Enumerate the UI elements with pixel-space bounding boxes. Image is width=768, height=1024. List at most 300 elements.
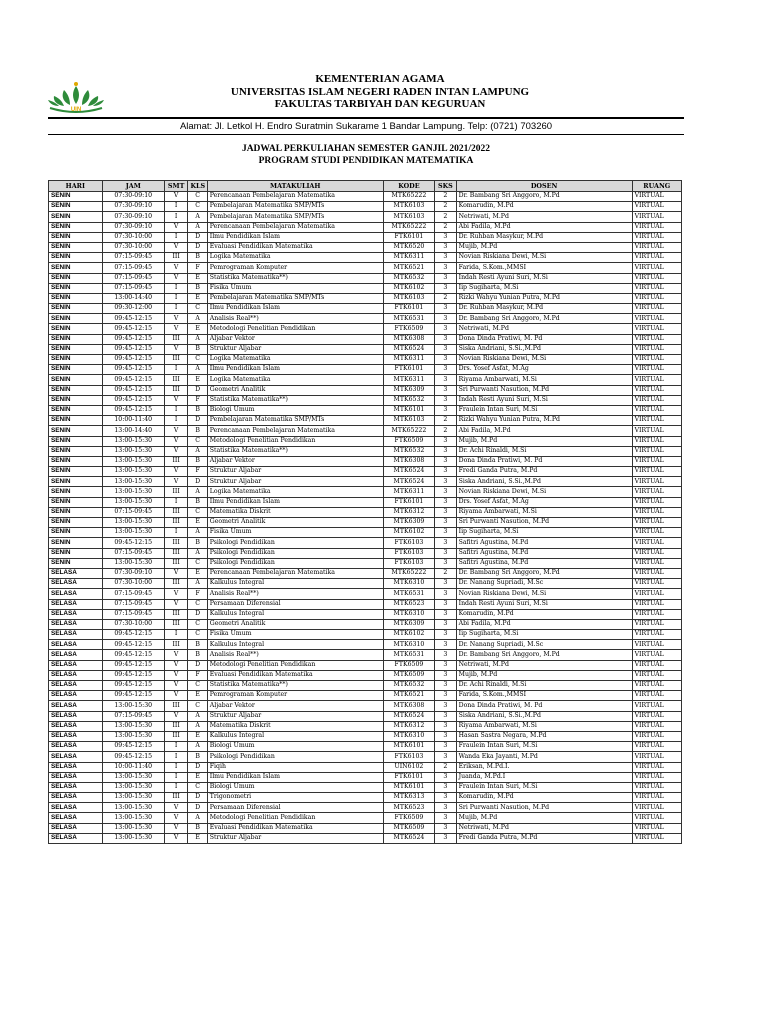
cell-ruang: VIRTUAL — [632, 375, 681, 385]
cell-jam: 13:00-15:30 — [102, 477, 164, 487]
cell-hari: SENIN — [49, 232, 103, 242]
cell-smt: I — [164, 762, 188, 772]
cell-sks: 2 — [435, 568, 456, 578]
cell-kls: A — [188, 212, 207, 222]
cell-kode: MTK6531 — [383, 650, 434, 660]
cell-kls: B — [188, 283, 207, 293]
cell-smt: V — [164, 650, 188, 660]
cell-hari: SENIN — [49, 304, 103, 314]
cell-sks: 3 — [435, 772, 456, 782]
cell-smt: III — [164, 355, 188, 365]
table-row — [49, 670, 682, 680]
cell-kode: MTK6102 — [383, 630, 434, 640]
cell-dosen: Farida, S.Kom.,MMSI — [456, 691, 632, 701]
cell-ruang: VIRTUAL — [632, 314, 681, 324]
cell-matakuliah: Statistika Matematika**) — [207, 395, 383, 405]
cell-kls: E — [188, 375, 207, 385]
cell-ruang: VIRTUAL — [632, 589, 681, 599]
cell-dosen: Iip Sugiharta, M.Si — [456, 630, 632, 640]
cell-sks: 3 — [435, 630, 456, 640]
cell-dosen: Indah Resti Ayuni Suri, M.Si — [456, 273, 632, 283]
cell-kls: A — [188, 579, 207, 589]
cell-ruang: VIRTUAL — [632, 426, 681, 436]
cell-kls: D — [188, 762, 207, 772]
cell-kls: E — [188, 833, 207, 843]
cell-hari: SELASA — [49, 721, 103, 731]
cell-jam: 07:30-10:00 — [102, 619, 164, 629]
table-row — [49, 833, 682, 843]
cell-dosen: Dr. Bambang Sri Anggoro, M.Pd — [456, 314, 632, 324]
cell-matakuliah: Kalkulus Integral — [207, 579, 383, 589]
cell-dosen: Rizki Wahyu Yunian Putra, M.Pd — [456, 293, 632, 303]
cell-smt: III — [164, 701, 188, 711]
cell-jam: 13:00-15:30 — [102, 701, 164, 711]
cell-kls: E — [188, 568, 207, 578]
cell-kode: MTK6531 — [383, 314, 434, 324]
cell-ruang: VIRTUAL — [632, 660, 681, 670]
cell-sks: 3 — [435, 579, 456, 589]
table-row — [49, 242, 682, 252]
cell-kode: MTK6102 — [383, 528, 434, 538]
cell-sks: 3 — [435, 232, 456, 242]
university-name: UNIVERSITAS ISLAM NEGERI RADEN INTAN LAMPUNG — [230, 85, 530, 98]
cell-kode: MTK6523 — [383, 803, 434, 813]
cell-matakuliah: Persamaan Diferensial — [207, 599, 383, 609]
cell-matakuliah: Perencanaan Pembelajaran Matematika — [207, 568, 383, 578]
cell-matakuliah: Pembelajaran Matematika SMP/MTs — [207, 212, 383, 222]
cell-hari: SENIN — [49, 365, 103, 375]
table-row — [49, 293, 682, 303]
cell-smt: V — [164, 568, 188, 578]
cell-kls: E — [188, 518, 207, 528]
cell-smt: V — [164, 823, 188, 833]
cell-sks: 2 — [435, 762, 456, 772]
column-header-kode: KODE — [383, 181, 434, 192]
logo-text: UIN — [70, 107, 82, 113]
cell-ruang: VIRTUAL — [632, 823, 681, 833]
cell-smt: I — [164, 630, 188, 640]
cell-hari: SELASA — [49, 803, 103, 813]
table-row — [49, 232, 682, 242]
table-row — [49, 487, 682, 497]
cell-jam: 13:00-15:30 — [102, 813, 164, 823]
cell-smt: I — [164, 405, 188, 415]
cell-sks: 3 — [435, 507, 456, 517]
cell-jam: 13:00-15:30 — [102, 793, 164, 803]
cell-kls: E — [188, 293, 207, 303]
cell-hari: SENIN — [49, 283, 103, 293]
cell-ruang: VIRTUAL — [632, 579, 681, 589]
cell-kode: MTK6309 — [383, 518, 434, 528]
cell-ruang: VIRTUAL — [632, 283, 681, 293]
cell-jam: 07:30-09:10 — [102, 192, 164, 202]
cell-kode: MTK6521 — [383, 263, 434, 273]
cell-kls: D — [188, 242, 207, 252]
cell-matakuliah: Fisika Umum — [207, 630, 383, 640]
cell-dosen: Dona Dinda Pratiwi, M. Pd — [456, 701, 632, 711]
cell-jam: 13:00-15:30 — [102, 497, 164, 507]
cell-kls: A — [188, 528, 207, 538]
cell-kode: MTK6524 — [383, 833, 434, 843]
cell-matakuliah: Aljabar Vektor — [207, 456, 383, 466]
cell-kls: A — [188, 721, 207, 731]
cell-kode: MTK6312 — [383, 507, 434, 517]
cell-smt: I — [164, 365, 188, 375]
cell-jam: 09:45-12:15 — [102, 375, 164, 385]
table-row — [49, 507, 682, 517]
cell-kode: MTK6101 — [383, 782, 434, 792]
cell-dosen: Mujib, M.Pd — [456, 242, 632, 252]
cell-hari: SENIN — [49, 263, 103, 273]
cell-dosen: Safitri Agustina, M.Pd — [456, 538, 632, 548]
cell-jam: 13:00-15:30 — [102, 528, 164, 538]
cell-matakuliah: Geometri Analitik — [207, 518, 383, 528]
cell-jam: 13:00-14:40 — [102, 293, 164, 303]
cell-jam: 07:15-09:45 — [102, 273, 164, 283]
cell-smt: V — [164, 467, 188, 477]
cell-matakuliah: Statistika Matematika**) — [207, 446, 383, 456]
cell-kls: B — [188, 823, 207, 833]
table-row — [49, 681, 682, 691]
cell-hari: SENIN — [49, 242, 103, 252]
cell-matakuliah: Struktur Aljabar — [207, 467, 383, 477]
cell-kode: MTK6532 — [383, 273, 434, 283]
cell-smt: I — [164, 304, 188, 314]
cell-kode: MTK6102 — [383, 283, 434, 293]
cell-jam: 13:00-15:30 — [102, 518, 164, 528]
cell-sks: 3 — [435, 609, 456, 619]
cell-kode: FTK6101 — [383, 365, 434, 375]
cell-ruang: VIRTUAL — [632, 803, 681, 813]
column-header-smt: SMT — [164, 181, 188, 192]
cell-jam: 13:00-15:30 — [102, 721, 164, 731]
cell-kls: B — [188, 426, 207, 436]
cell-dosen: Indah Resti Ayuni Suri, M.Si — [456, 395, 632, 405]
cell-kode: MTK6308 — [383, 701, 434, 711]
cell-kode: MTK6524 — [383, 711, 434, 721]
cell-smt: V — [164, 395, 188, 405]
cell-smt: I — [164, 232, 188, 242]
cell-ruang: VIRTUAL — [632, 762, 681, 772]
table-row — [49, 497, 682, 507]
cell-ruang: VIRTUAL — [632, 456, 681, 466]
table-row — [49, 691, 682, 701]
cell-sks: 3 — [435, 436, 456, 446]
cell-sks: 3 — [435, 538, 456, 548]
cell-smt: V — [164, 222, 188, 232]
cell-matakuliah: Biologi Umum — [207, 782, 383, 792]
cell-matakuliah: Geometri Analitik — [207, 619, 383, 629]
table-row — [49, 782, 682, 792]
cell-jam: 07:15-09:45 — [102, 589, 164, 599]
cell-jam: 07:30-10:00 — [102, 232, 164, 242]
cell-sks: 3 — [435, 385, 456, 395]
cell-hari: SENIN — [49, 518, 103, 528]
cell-kode: MTK6524 — [383, 344, 434, 354]
table-row — [49, 721, 682, 731]
cell-kls: A — [188, 813, 207, 823]
cell-kode: FTK6103 — [383, 558, 434, 568]
table-row — [49, 630, 682, 640]
cell-kode: FTK6101 — [383, 304, 434, 314]
cell-sks: 3 — [435, 619, 456, 629]
cell-kls: D — [188, 660, 207, 670]
cell-matakuliah: Logika Matematika — [207, 253, 383, 263]
cell-smt: I — [164, 416, 188, 426]
cell-sks: 3 — [435, 711, 456, 721]
cell-kls: B — [188, 456, 207, 466]
cell-jam: 09:45-12:15 — [102, 691, 164, 701]
cell-kls: D — [188, 385, 207, 395]
cell-kls: C — [188, 192, 207, 202]
cell-matakuliah: Analisis Real**) — [207, 650, 383, 660]
cell-ruang: VIRTUAL — [632, 355, 681, 365]
cell-dosen: Sri Purwanti Nasution, M.Pd — [456, 385, 632, 395]
table-row — [49, 212, 682, 222]
cell-sks: 3 — [435, 650, 456, 660]
cell-sks: 3 — [435, 456, 456, 466]
cell-matakuliah: Logika Matematika — [207, 487, 383, 497]
cell-kls: C — [188, 681, 207, 691]
cell-ruang: VIRTUAL — [632, 650, 681, 660]
cell-smt: V — [164, 242, 188, 252]
cell-dosen: Sri Purwanti Nasution, M.Pd — [456, 803, 632, 813]
cell-smt: I — [164, 528, 188, 538]
cell-matakuliah: Statistika Matematika**) — [207, 273, 383, 283]
cell-smt: III — [164, 253, 188, 263]
cell-ruang: VIRTUAL — [632, 344, 681, 354]
cell-matakuliah: Struktur Aljabar — [207, 711, 383, 721]
cell-sks: 3 — [435, 314, 456, 324]
cell-sks: 3 — [435, 691, 456, 701]
cell-dosen: Netriwati, M.Pd — [456, 324, 632, 334]
cell-dosen: Abi Fadila, M.Pd — [456, 222, 632, 232]
cell-kls: C — [188, 507, 207, 517]
cell-smt: V — [164, 599, 188, 609]
cell-matakuliah: Logika Matematika — [207, 375, 383, 385]
cell-kls: E — [188, 731, 207, 741]
table-row — [49, 762, 682, 772]
cell-ruang: VIRTUAL — [632, 477, 681, 487]
table-row — [49, 823, 682, 833]
cell-sks: 3 — [435, 487, 456, 497]
table-row — [49, 548, 682, 558]
cell-smt: I — [164, 202, 188, 212]
cell-hari: SENIN — [49, 192, 103, 202]
cell-kode: MTK6311 — [383, 487, 434, 497]
cell-hari: SENIN — [49, 558, 103, 568]
cell-kode: MTK6313 — [383, 793, 434, 803]
cell-sks: 3 — [435, 599, 456, 609]
cell-ruang: VIRTUAL — [632, 446, 681, 456]
cell-dosen: Sri Purwanti Nasution, M.Pd — [456, 518, 632, 528]
cell-jam: 09:45-12:15 — [102, 650, 164, 660]
cell-sks: 3 — [435, 558, 456, 568]
cell-sks: 3 — [435, 681, 456, 691]
cell-smt: III — [164, 507, 188, 517]
cell-kls: E — [188, 691, 207, 701]
table-row — [49, 599, 682, 609]
cell-ruang: VIRTUAL — [632, 630, 681, 640]
cell-dosen: Komarudin, M.Pd — [456, 609, 632, 619]
cell-kls: C — [188, 701, 207, 711]
table-row — [49, 416, 682, 426]
cell-smt: V — [164, 681, 188, 691]
cell-sks: 3 — [435, 752, 456, 762]
cell-matakuliah: Struktur Aljabar — [207, 833, 383, 843]
cell-hari: SELASA — [49, 772, 103, 782]
cell-kls: A — [188, 711, 207, 721]
cell-jam: 07:15-09:45 — [102, 253, 164, 263]
cell-smt: III — [164, 518, 188, 528]
cell-dosen: Siska Andriani, S.Si.,M.Pd — [456, 344, 632, 354]
cell-smt: V — [164, 833, 188, 843]
cell-kode: MTK6520 — [383, 242, 434, 252]
cell-kode: MTK65222 — [383, 192, 434, 202]
cell-jam: 10:00-11:40 — [102, 762, 164, 772]
cell-sks: 3 — [435, 375, 456, 385]
cell-dosen: Dr. Nanang Supriadi, M.Sc — [456, 579, 632, 589]
cell-sks: 3 — [435, 344, 456, 354]
cell-kode: UIN6102 — [383, 762, 434, 772]
cell-matakuliah: Trigonometri — [207, 793, 383, 803]
cell-ruang: VIRTUAL — [632, 782, 681, 792]
cell-ruang: VIRTUAL — [632, 304, 681, 314]
cell-ruang: VIRTUAL — [632, 619, 681, 629]
cell-ruang: VIRTUAL — [632, 833, 681, 843]
cell-hari: SENIN — [49, 528, 103, 538]
table-row — [49, 793, 682, 803]
cell-kls: C — [188, 436, 207, 446]
cell-kode: MTK6309 — [383, 385, 434, 395]
cell-sks: 3 — [435, 833, 456, 843]
column-header-matakuliah: MATAKULIAH — [207, 181, 383, 192]
table-row — [49, 752, 682, 762]
cell-matakuliah: Aljabar Vektor — [207, 701, 383, 711]
cell-hari: SELASA — [49, 823, 103, 833]
cell-kls: D — [188, 232, 207, 242]
cell-hari: SELASA — [49, 579, 103, 589]
cell-sks: 3 — [435, 242, 456, 252]
table-row — [49, 456, 682, 466]
column-header-sks: SKS — [435, 181, 456, 192]
cell-kls: C — [188, 782, 207, 792]
cell-jam: 13:00-15:30 — [102, 823, 164, 833]
letterhead — [0, 0, 768, 166]
cell-matakuliah: Metodologi Penelitian Pendidikan — [207, 324, 383, 334]
cell-smt: I — [164, 772, 188, 782]
cell-jam: 09:45-12:15 — [102, 681, 164, 691]
cell-sks: 3 — [435, 395, 456, 405]
cell-jam: 07:30-10:00 — [102, 242, 164, 252]
cell-kode: MTK6310 — [383, 609, 434, 619]
cell-kode: MTK6509 — [383, 670, 434, 680]
cell-hari: SENIN — [49, 202, 103, 212]
cell-kode: MTK6103 — [383, 416, 434, 426]
cell-dosen: Fraulein Intan Suri, M.Si — [456, 742, 632, 752]
cell-kls: B — [188, 650, 207, 660]
cell-hari: SENIN — [49, 344, 103, 354]
cell-smt: III — [164, 609, 188, 619]
cell-sks: 3 — [435, 497, 456, 507]
cell-jam: 13:00-15:30 — [102, 803, 164, 813]
table-row — [49, 742, 682, 752]
cell-kode: FTK6509 — [383, 660, 434, 670]
cell-sks: 3 — [435, 253, 456, 263]
faculty-name: FAKULTAS TARBIYAH DAN KEGURUAN — [274, 98, 486, 110]
cell-hari: SELASA — [49, 681, 103, 691]
cell-sks: 3 — [435, 721, 456, 731]
header-divider — [48, 117, 684, 119]
cell-kode: FTK6101 — [383, 497, 434, 507]
cell-dosen: Novian Riskiana Dewi, M.Si — [456, 589, 632, 599]
cell-hari: SENIN — [49, 293, 103, 303]
cell-smt: III — [164, 538, 188, 548]
cell-jam: 13:00-15:30 — [102, 772, 164, 782]
cell-ruang: VIRTUAL — [632, 691, 681, 701]
cell-matakuliah: Kalkulus Integral — [207, 640, 383, 650]
cell-kode: MTK6531 — [383, 589, 434, 599]
cell-jam: 09:45-12:15 — [102, 344, 164, 354]
table-row — [49, 813, 682, 823]
cell-kls: A — [188, 548, 207, 558]
cell-kode: MTK6509 — [383, 823, 434, 833]
cell-dosen: Novian Riskiana Dewi, M.Si — [456, 253, 632, 263]
cell-hari: SELASA — [49, 599, 103, 609]
cell-sks: 2 — [435, 426, 456, 436]
cell-hari: SENIN — [49, 446, 103, 456]
cell-kls: D — [188, 477, 207, 487]
cell-kls: F — [188, 589, 207, 599]
cell-kode: MTK6311 — [383, 253, 434, 263]
cell-dosen: Novian Riskiana Dewi, M.Si — [456, 355, 632, 365]
cell-smt: V — [164, 446, 188, 456]
cell-smt: III — [164, 721, 188, 731]
cell-ruang: VIRTUAL — [632, 365, 681, 375]
cell-kode: MTK6310 — [383, 579, 434, 589]
cell-ruang: VIRTUAL — [632, 416, 681, 426]
cell-ruang: VIRTUAL — [632, 670, 681, 680]
cell-kode: MTK6310 — [383, 640, 434, 650]
cell-sks: 2 — [435, 222, 456, 232]
cell-hari: SENIN — [49, 467, 103, 477]
cell-sks: 3 — [435, 660, 456, 670]
cell-kls: B — [188, 752, 207, 762]
table-row — [49, 344, 682, 354]
cell-jam: 07:15-09:45 — [102, 283, 164, 293]
cell-hari: SENIN — [49, 324, 103, 334]
cell-matakuliah: Persamaan Diferensial — [207, 803, 383, 813]
cell-ruang: VIRTUAL — [632, 568, 681, 578]
cell-matakuliah: Pembelajaran Matematika SMP/MTs — [207, 416, 383, 426]
cell-hari: SELASA — [49, 609, 103, 619]
cell-smt: V — [164, 273, 188, 283]
cell-dosen: Dona Dinda Pratiwi, M. Pd — [456, 456, 632, 466]
cell-jam: 09:45-12:15 — [102, 630, 164, 640]
cell-jam: 09:45-12:15 — [102, 405, 164, 415]
cell-smt: V — [164, 436, 188, 446]
cell-smt: I — [164, 782, 188, 792]
cell-jam: 07:15-09:45 — [102, 548, 164, 558]
cell-sks: 3 — [435, 813, 456, 823]
cell-jam: 09:45-12:15 — [102, 538, 164, 548]
cell-hari: SELASA — [49, 650, 103, 660]
cell-ruang: VIRTUAL — [632, 212, 681, 222]
cell-dosen: Rizki Wahyu Yunian Putra, M.Pd — [456, 416, 632, 426]
address-line: Alamat: Jl. Letkol H. Endro Suratmin Sukarame 1 Bandar Lampung. Telp: (0721) 703260 — [179, 121, 553, 132]
cell-sks: 3 — [435, 823, 456, 833]
cell-kls: A — [188, 742, 207, 752]
